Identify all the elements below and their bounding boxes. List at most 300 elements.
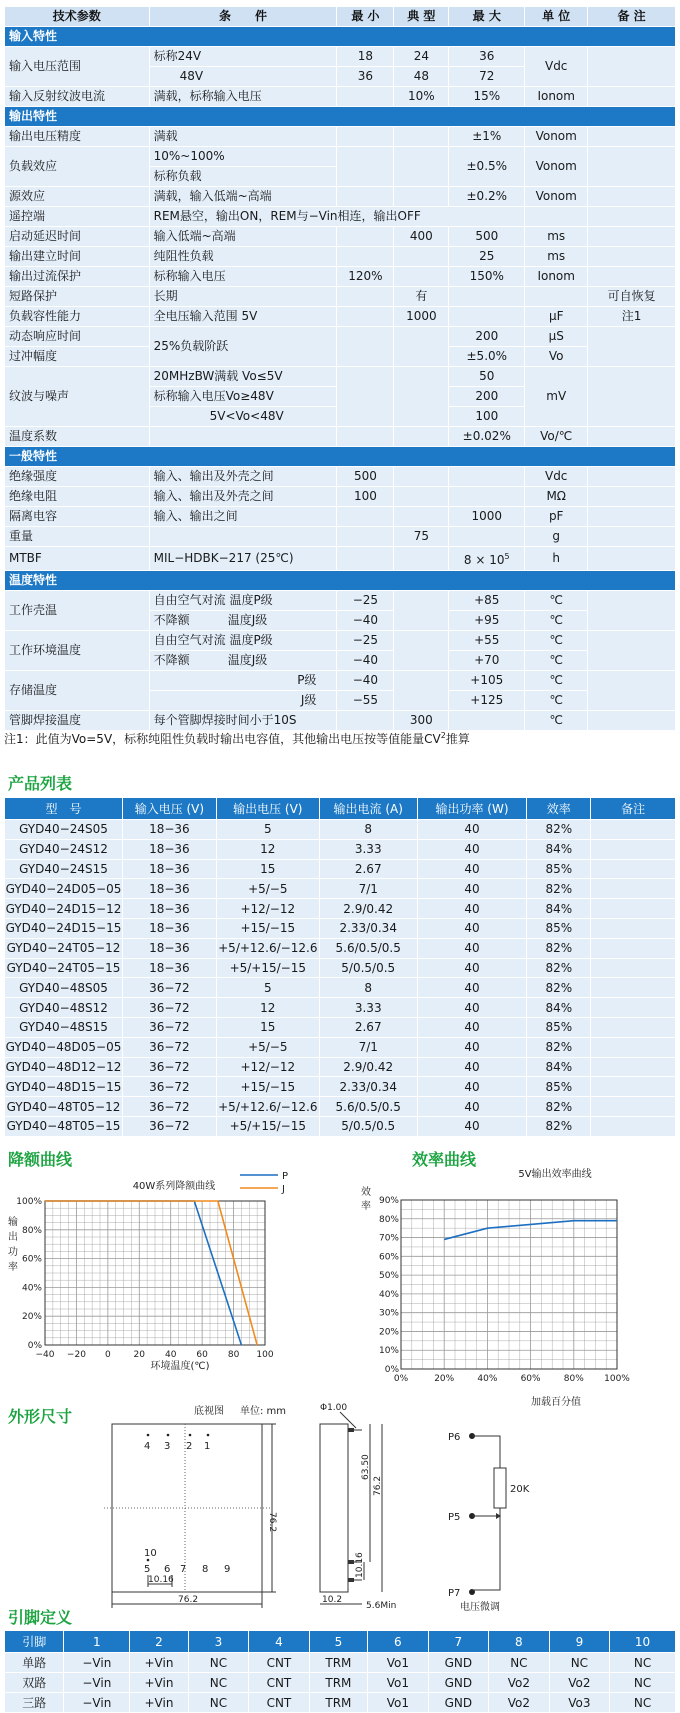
cond: 标称输入电压 <box>149 267 337 287</box>
pin-label: 8 <box>202 1564 209 1575</box>
table-cell: GYD40−48T05−15 <box>5 1116 123 1136</box>
dim-label: 10.16 <box>355 1552 365 1578</box>
spec-row <box>5 267 676 287</box>
cond: 满载 <box>149 127 337 147</box>
col-header: 最 小 <box>337 7 394 27</box>
table-cell: 18−36 <box>122 879 216 899</box>
typ: 24 <box>394 47 449 67</box>
y-label-char: 出 <box>8 1232 18 1243</box>
pin-p5: P5 <box>448 1512 461 1523</box>
table-cell: 双路 <box>5 1673 64 1693</box>
spec-row <box>5 127 676 147</box>
section-row <box>5 27 676 47</box>
y-tick-label: 20% <box>378 1327 399 1338</box>
dim-label: 76.2 <box>267 1512 277 1533</box>
col-header: 9 <box>549 1631 610 1653</box>
x-tick-label: 20 <box>133 1350 146 1360</box>
param-name: 纹波与噪声 <box>5 367 150 427</box>
max: ±1% <box>449 127 525 147</box>
table-cell: +5/+12.6/−12.6 <box>216 1097 319 1117</box>
param-name: 遥控端 <box>5 207 150 227</box>
cond: 标称24V <box>149 47 337 67</box>
x-tick-label: 20% <box>434 1374 455 1384</box>
spec-row <box>5 427 676 447</box>
max: +95 <box>449 611 525 631</box>
cond: 标称输入电压Vo≥48V <box>149 387 337 407</box>
table-cell: 15 <box>216 859 319 879</box>
min: −40 <box>337 611 394 631</box>
table-cell: 84% <box>527 839 591 859</box>
dim-label: 63.50 <box>361 1454 371 1480</box>
table-cell: 18−36 <box>122 859 216 879</box>
table-cell <box>591 879 676 899</box>
trim-resistor <box>494 1468 506 1508</box>
max: 36 <box>449 47 525 67</box>
max: 72 <box>449 67 525 87</box>
unit-label: 单位: mm <box>240 1406 287 1417</box>
table-cell: −Vin <box>64 1673 130 1693</box>
table-cell: 40 <box>417 958 527 978</box>
cond: 标称负载 <box>149 167 337 187</box>
table-cell: 82% <box>527 1097 591 1117</box>
table-cell: 5.6/0.5/0.5 <box>319 1097 417 1117</box>
table-row <box>5 859 676 879</box>
table-row <box>5 1116 676 1136</box>
table-cell <box>591 859 676 879</box>
table-cell: 85% <box>527 1017 591 1037</box>
table-cell: TRM <box>309 1693 367 1713</box>
table-cell: 三路 <box>5 1693 64 1713</box>
cond: 5V<Vo<48V <box>149 407 337 427</box>
x-tick-label: −20 <box>66 1350 86 1360</box>
table-cell: 12 <box>216 839 319 859</box>
table-cell: NC <box>188 1693 249 1713</box>
section-title: 一般特性 <box>5 447 676 467</box>
col-header: 2 <box>130 1631 188 1653</box>
col-header: 5 <box>309 1631 367 1653</box>
table-cell <box>591 839 676 859</box>
spec-row <box>5 147 676 167</box>
table-cell: CNT <box>249 1673 310 1693</box>
x-tick-label: −40 <box>35 1350 55 1360</box>
table-cell: GYD40−48S12 <box>5 998 123 1018</box>
typ: 400 <box>394 227 449 247</box>
col-header: 输出电流 (A) <box>319 798 417 820</box>
unit: mV <box>525 367 588 427</box>
table-cell: 5.6/0.5/0.5 <box>319 938 417 958</box>
table-cell: 40 <box>417 899 527 919</box>
table-cell: 5 <box>216 978 319 998</box>
table-cell: 85% <box>527 1077 591 1097</box>
table-cell: CNT <box>249 1693 310 1713</box>
y-tick-label: 60% <box>378 1252 399 1263</box>
table-row <box>5 1097 676 1117</box>
footnote: 注1：此值为Vo=5V，标称纯阻性负载时输出电容值，其他输出电压按等值能量$CV^2$推算 <box>4 731 470 746</box>
param-name: 输入反射纹波电流 <box>5 87 150 107</box>
section-row <box>5 571 676 591</box>
table-cell: Vo2 <box>549 1673 610 1693</box>
table-cell: 2.33/0.34 <box>319 918 417 938</box>
min: 36 <box>337 67 394 87</box>
y-tick-label: 80% <box>21 1225 42 1236</box>
col-header: 单 位 <box>525 7 588 27</box>
table-cell <box>591 820 676 840</box>
max: ±0.2% <box>449 187 525 207</box>
spec-row <box>5 227 676 247</box>
cond: MIL−HDBK−217 (25℃) <box>149 547 337 571</box>
table-cell: +Vin <box>130 1673 188 1693</box>
table-cell: 8 <box>319 820 417 840</box>
min: 120% <box>337 267 394 287</box>
table-row <box>5 879 676 899</box>
param-name: 存储温度 <box>5 671 150 711</box>
table-cell: 82% <box>527 938 591 958</box>
trim-label: 电压微调 <box>460 1602 500 1613</box>
spec-row <box>5 467 676 487</box>
module-side <box>320 1424 348 1592</box>
y-label-char: 功 <box>8 1247 18 1258</box>
y-label-char: 输 <box>8 1217 18 1228</box>
pin-label: 6 <box>164 1564 171 1575</box>
spec-row <box>5 527 676 547</box>
table-cell: CNT <box>249 1653 310 1673</box>
table-cell: TRM <box>309 1653 367 1673</box>
table-cell: 82% <box>527 1037 591 1057</box>
y-tick-label: 40% <box>378 1289 399 1300</box>
col-header: 典 型 <box>394 7 449 27</box>
table-cell: 84% <box>527 998 591 1018</box>
unit: ℃ <box>525 671 588 691</box>
chart-title: 5V输出效率曲线 <box>518 1169 592 1180</box>
table-cell: 2.67 <box>319 859 417 879</box>
spec-row <box>5 631 676 651</box>
y-label-char: 率 <box>361 1201 371 1212</box>
unit: Ionom <box>525 87 588 107</box>
table-cell: 85% <box>527 859 591 879</box>
y-label-char: 效 <box>361 1187 371 1198</box>
legend-label: P <box>282 1171 289 1182</box>
param-name: 负载容性能力 <box>5 307 150 327</box>
y-label-char: 率 <box>8 1262 18 1273</box>
spec-row <box>5 87 676 107</box>
param-name: 管脚焊接温度 <box>5 711 150 731</box>
max: +70 <box>449 651 525 671</box>
table-cell: GYD40−24T05−12 <box>5 938 123 958</box>
table-cell: GYD40−24D05−05 <box>5 879 123 899</box>
table-cell: 85% <box>527 918 591 938</box>
max: ±0.5% <box>449 147 525 187</box>
y-tick-label: 80% <box>378 1214 399 1225</box>
unit: pF <box>525 507 588 527</box>
table-cell <box>591 899 676 919</box>
cond: 不降额 温度J级 <box>149 651 337 671</box>
typ: 48 <box>394 67 449 87</box>
col-header: 输出功率 (W) <box>417 798 527 820</box>
spec-row <box>5 327 676 347</box>
y-tick-label: 70% <box>378 1233 399 1244</box>
y-tick-label: 0% <box>384 1365 399 1375</box>
pin-label: 2 <box>186 1441 193 1452</box>
table-cell: Vo3 <box>549 1693 610 1713</box>
derating-chart <box>0 1165 320 1375</box>
section-row <box>5 447 676 467</box>
spec-row <box>5 671 676 691</box>
table-cell: 82% <box>527 820 591 840</box>
section-row <box>5 107 676 127</box>
table-cell: GND <box>428 1693 489 1713</box>
cond: P级 <box>149 671 337 691</box>
y-tick-label: 60% <box>21 1254 42 1265</box>
table-cell: 12 <box>216 998 319 1018</box>
spec-row <box>5 547 676 571</box>
cond: 输入、输出及外壳之间 <box>149 487 337 507</box>
dim-label: Φ1.00 <box>320 1403 348 1413</box>
table-row <box>5 958 676 978</box>
col-header: 7 <box>428 1631 489 1653</box>
table-row <box>5 1037 676 1057</box>
table-cell: 40 <box>417 938 527 958</box>
unit: ms <box>525 227 588 247</box>
table-cell: 82% <box>527 1116 591 1136</box>
table-cell: NC <box>489 1653 550 1673</box>
dim-label: 5.6Min <box>366 1601 397 1611</box>
typ: 1000 <box>394 307 449 327</box>
unit: Vo <box>525 347 588 367</box>
dimensions-title: 外形尺寸 <box>8 1407 73 1426</box>
spec-row <box>5 207 676 227</box>
col-header: 3 <box>188 1631 249 1653</box>
min: 18 <box>337 47 394 67</box>
section-title: 输入特性 <box>5 27 676 47</box>
unit: g <box>525 527 588 547</box>
max: 200 <box>449 387 525 407</box>
cond: 自由空气对流 温度P级 <box>149 591 337 611</box>
y-tick-label: 90% <box>378 1196 399 1206</box>
cond: 长期 <box>149 287 337 307</box>
dim-label: 76.2 <box>178 1595 199 1605</box>
table-cell: 36−72 <box>122 1077 216 1097</box>
table-cell: Vo1 <box>368 1693 429 1713</box>
y-tick-label: 0% <box>27 1341 42 1351</box>
unit: μS <box>525 327 588 347</box>
pin-label: 10 <box>144 1548 157 1559</box>
typ: 有 <box>394 287 449 307</box>
table-cell: 18−36 <box>122 938 216 958</box>
param-name: 重量 <box>5 527 150 547</box>
table-cell: 18−36 <box>122 839 216 859</box>
max: 150% <box>449 267 525 287</box>
table-cell: 36−72 <box>122 978 216 998</box>
table-cell: 82% <box>527 879 591 899</box>
table-cell: 36−72 <box>122 1017 216 1037</box>
table-cell: 15 <box>216 1017 319 1037</box>
spec-row <box>5 591 676 611</box>
table-cell: −Vin <box>64 1653 130 1673</box>
table-cell: 40 <box>417 1017 527 1037</box>
y-tick-label: 40% <box>21 1283 42 1294</box>
param-name: 温度系数 <box>5 427 150 447</box>
cond: 不降额 温度J级 <box>149 611 337 631</box>
table-cell: 18−36 <box>122 899 216 919</box>
table-row <box>5 978 676 998</box>
table-cell <box>591 1017 676 1037</box>
table-cell: 84% <box>527 1057 591 1077</box>
col-header: 技术参数 <box>5 7 150 27</box>
spec-row <box>5 187 676 207</box>
table-cell: 18−36 <box>122 918 216 938</box>
x-tick-label: 80% <box>563 1374 584 1384</box>
x-tick-label: 60% <box>520 1374 541 1384</box>
min: 100 <box>337 487 394 507</box>
y-axis-label <box>361 1185 371 1212</box>
table-cell <box>591 978 676 998</box>
spec-row <box>5 307 676 327</box>
view-label: 底视图 <box>194 1406 224 1417</box>
table-cell: +12/−12 <box>216 899 319 919</box>
param-name: 负载效应 <box>5 147 150 187</box>
table-cell: +Vin <box>130 1693 188 1713</box>
table-cell: GYD40−24S05 <box>5 820 123 840</box>
legend-label: J <box>282 1184 285 1195</box>
param-name: 工作环境温度 <box>5 631 150 671</box>
table-cell: Vo1 <box>368 1673 429 1693</box>
table-cell: 36−72 <box>122 998 216 1018</box>
table-cell: +5/+15/−15 <box>216 958 319 978</box>
y-tick-label: 20% <box>21 1312 42 1323</box>
param-name: 绝缘电阻 <box>5 487 150 507</box>
table-cell: 82% <box>527 958 591 978</box>
cond: 纯阻性负载 <box>149 247 337 267</box>
param-name: 绝缘强度 <box>5 467 150 487</box>
unit: ℃ <box>525 611 588 631</box>
y-tick-label: 30% <box>378 1308 399 1319</box>
unit: Vdc <box>525 47 588 87</box>
table-cell: 36−72 <box>122 1116 216 1136</box>
pin-label: 3 <box>164 1441 171 1452</box>
product-table <box>4 797 676 1137</box>
table-cell: GND <box>428 1653 489 1673</box>
table-cell: 3.33 <box>319 998 417 1018</box>
table-row <box>5 820 676 840</box>
spec-header-row <box>5 7 676 27</box>
efficiency-title: 效率曲线 <box>412 1150 477 1169</box>
table-cell: 7/1 <box>319 879 417 899</box>
y-tick-label: 100% <box>16 1197 42 1207</box>
table-cell: 2.9/0.42 <box>319 1057 417 1077</box>
col-header: 型 号 <box>5 798 123 820</box>
table-cell: 单路 <box>5 1653 64 1673</box>
table-cell: +5/−5 <box>216 879 319 899</box>
param-name: 启动延迟时间 <box>5 227 150 247</box>
table-cell: NC <box>610 1653 676 1673</box>
max: +55 <box>449 631 525 651</box>
table-cell <box>591 1116 676 1136</box>
cond: 25%负载阶跃 <box>149 327 337 367</box>
pin-label: 5 <box>144 1564 151 1575</box>
col-header: 条 件 <box>149 7 337 27</box>
table-cell: +5/+12.6/−12.6 <box>216 938 319 958</box>
table-cell: 2.9/0.42 <box>319 899 417 919</box>
col-header: 4 <box>249 1631 310 1653</box>
table-cell: 36−72 <box>122 1097 216 1117</box>
table-cell <box>591 998 676 1018</box>
param-name: 输出电压精度 <box>5 127 150 147</box>
param-name: 输入电压范围 <box>5 47 150 87</box>
pin-header-row <box>5 1631 676 1653</box>
table-cell: GYD40−24S15 <box>5 859 123 879</box>
table-cell: 40 <box>417 1037 527 1057</box>
max: +125 <box>449 691 525 711</box>
table-cell: NC <box>610 1693 676 1713</box>
table-cell: +Vin <box>130 1653 188 1673</box>
param-name: 源效应 <box>5 187 150 207</box>
grid <box>16 1197 274 1360</box>
table-cell: GND <box>428 1673 489 1693</box>
table-row <box>5 918 676 938</box>
col-header: 8 <box>489 1631 550 1653</box>
table-cell: GYD40−24D15−15 <box>5 918 123 938</box>
table-cell: 40 <box>417 918 527 938</box>
spec-row <box>5 247 676 267</box>
min: 500 <box>337 467 394 487</box>
spec-row <box>5 507 676 527</box>
section-title: 输出特性 <box>5 107 676 127</box>
param-name: MTBF <box>5 547 150 571</box>
min: −25 <box>337 591 394 611</box>
x-axis-label: 环境温度(℃) <box>150 1361 210 1372</box>
y-tick-label: 10% <box>378 1346 399 1357</box>
table-cell: Vo2 <box>489 1673 550 1693</box>
section-title: 温度特性 <box>5 571 676 591</box>
table-cell: GYD40−48D12−12 <box>5 1057 123 1077</box>
table-cell: 40 <box>417 820 527 840</box>
cond: 20MHzBW满载 Vo≤5V <box>149 367 337 387</box>
param-name: 隔离电容 <box>5 507 150 527</box>
y-axis-label <box>8 1215 18 1273</box>
table-cell: 40 <box>417 1116 527 1136</box>
x-tick-label: 0% <box>393 1374 409 1384</box>
note: 注1 <box>588 307 676 327</box>
product-list-title: 产品列表 <box>8 774 73 793</box>
table-cell: 40 <box>417 1077 527 1097</box>
table-cell: GYD40−48D15−15 <box>5 1077 123 1097</box>
col-header: 输入电压 (V) <box>122 798 216 820</box>
table-row <box>5 998 676 1018</box>
col-header: 10 <box>610 1631 676 1653</box>
table-cell: NC <box>188 1653 249 1673</box>
cond: 自由空气对流 温度P级 <box>149 631 337 651</box>
table-cell: 36−72 <box>122 1037 216 1057</box>
max: +105 <box>449 671 525 691</box>
param-name: 短路保护 <box>5 287 150 307</box>
max: ±5.0% <box>449 347 525 367</box>
pin-def-title: 引脚定义 <box>8 1608 73 1627</box>
param-name: 动态响应时间 <box>5 327 150 347</box>
cond: J级 <box>149 691 337 711</box>
table-cell <box>591 1057 676 1077</box>
unit: Ionom <box>525 267 588 287</box>
chart-title: 40W系列降额曲线 <box>132 1181 216 1192</box>
table-cell: GYD40−24S12 <box>5 839 123 859</box>
table-cell: +5/+15/−15 <box>216 1116 319 1136</box>
table-cell: 7/1 <box>319 1037 417 1057</box>
col-header: 备注 <box>591 798 676 820</box>
pin-label: 9 <box>224 1564 231 1575</box>
table-cell: 40 <box>417 978 527 998</box>
table-cell: NC <box>610 1673 676 1693</box>
max: $8 \times 10^5$ <box>449 547 525 571</box>
y-tick-label: 50% <box>378 1271 399 1282</box>
